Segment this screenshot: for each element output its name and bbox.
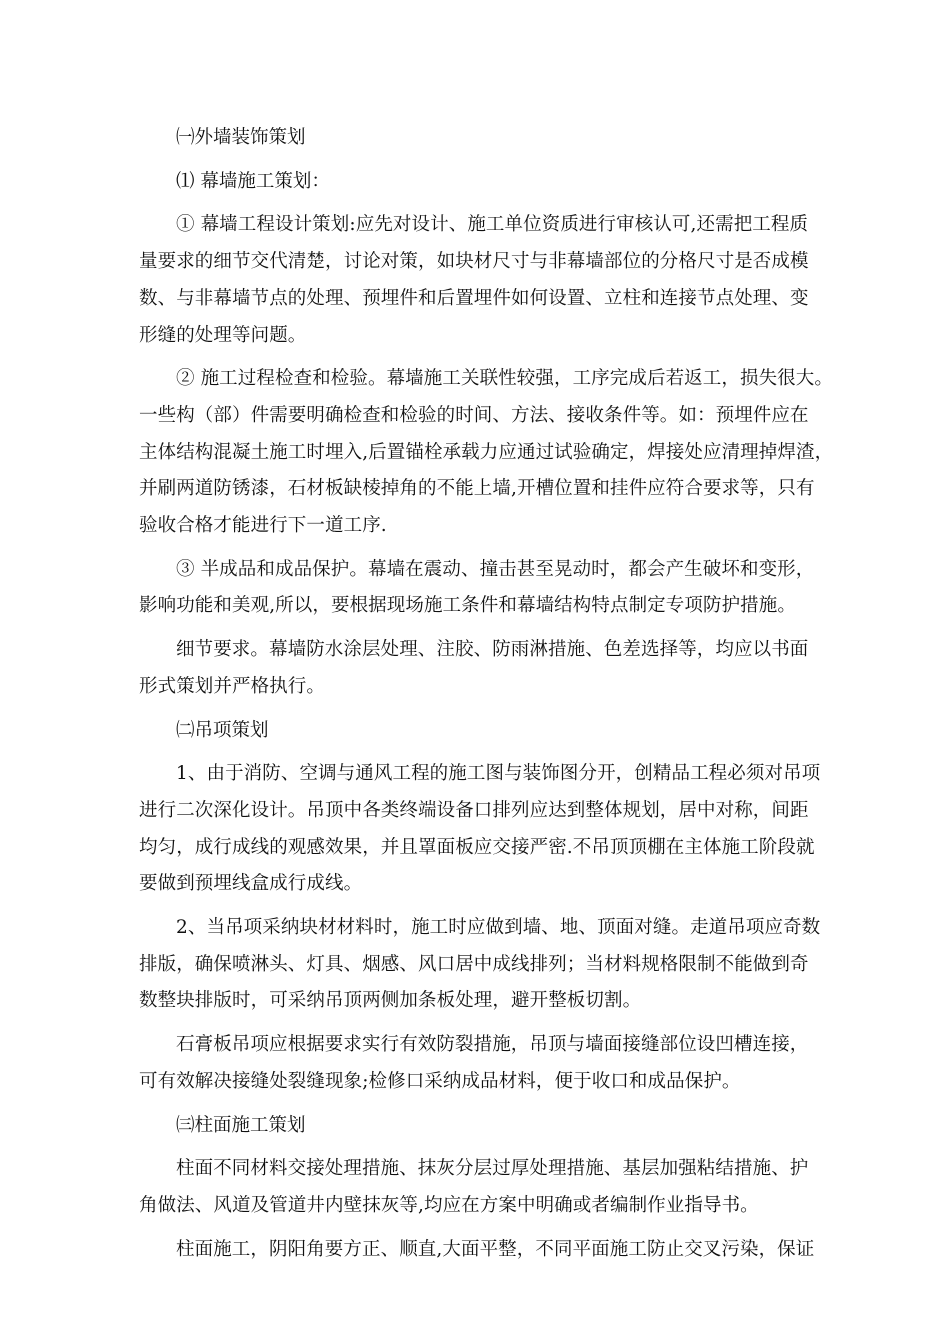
text-line: ㈢柱面施工策划	[176, 1114, 306, 1136]
section-heading	[139, 1108, 839, 1145]
text-line: ② 施工过程检查和检验。幕墙施工关联性较强，工序完成后若返工，损失很大。	[176, 368, 833, 390]
text-line: 形缝的处理等问题。	[139, 324, 307, 346]
text-line: 1、由于消防、空调与通风工程的施工图与装饰图分开，创精品工程必须对吊项	[176, 763, 821, 785]
paragraph	[139, 207, 839, 354]
text-line: 数整块排版时，可采纳吊顶两侧加条板处理，避开整板切割。	[139, 990, 642, 1012]
paragraph	[139, 756, 839, 903]
text-line: ㈡吊项策划	[176, 719, 269, 741]
text-line: 量要求的细节交代清楚，讨论对策，如块材尺寸与非幕墙部位的分格尺寸是否成模	[139, 251, 809, 273]
document-body	[139, 120, 839, 1275]
paragraph	[139, 1027, 839, 1100]
text-line: 细节要求。幕墙防水涂层处理、注胶、防雨淋措施、色差选择等，均应以书面	[176, 639, 809, 661]
paragraph	[139, 1232, 839, 1269]
text-line: ⑴ 幕墙施工策划：	[176, 170, 330, 192]
text-line: 验收合格才能进行下一道工序.	[139, 515, 387, 537]
text-line: 柱面施工，阴阳角要方正、顺直,大面平整，不同平面施工防止交叉污染，保证	[176, 1238, 815, 1260]
text-line: 可有效解决接缝处裂缝现象;检修口采纳成品材料，便于收口和成品保护。	[139, 1070, 741, 1092]
section-heading	[139, 164, 839, 201]
text-line: 影响功能和美观,所以，要根据现场施工条件和幕墙结构特点制定专项防护措施。	[139, 595, 796, 617]
text-line: 柱面不同材料交接处理措施、抹灰分层过厚处理措施、基层加强粘结措施、护	[176, 1158, 809, 1180]
text-line: 数、与非幕墙节点的处理、预埋件和后置埋件如何设置、立柱和连接节点处理、变	[139, 287, 809, 309]
text-line: ① 幕墙工程设计策划:应先对设计、施工单位资质进行审核认可,还需把工程质	[176, 214, 809, 236]
text-line: ③ 半成品和成品保护。幕墙在震动、撞击甚至晃动时，都会产生破坏和变形，	[176, 558, 815, 580]
paragraph	[139, 1151, 839, 1224]
text-line: ㈠外墙装饰策划	[176, 127, 306, 148]
paragraph	[139, 632, 839, 705]
section-heading	[139, 120, 839, 157]
text-line: 并刷两道防锈漆，石材板缺棱掉角的不能上墙,开槽位置和挂件应符合要求等，只有	[139, 478, 815, 500]
text-line: 石膏板吊项应根据要求实行有效防裂措施，吊顶与墙面接缝部位设凹槽连接，	[176, 1034, 809, 1056]
paragraph	[139, 910, 839, 1020]
text-line: 进行二次深化设计。吊顶中各类终端设备口排列应达到整体规划，居中对称，间距	[139, 799, 809, 821]
paragraph	[139, 552, 839, 625]
text-line: 形式策划并严格执行。	[139, 675, 326, 697]
section-heading	[139, 713, 839, 750]
text-line: 2、当吊项采纳块材材料时，施工时应做到墙、地、顶面对缝。走道吊项应奇数	[176, 917, 821, 939]
text-line: 要做到预埋线盒成行成线。	[139, 873, 363, 895]
paragraph	[139, 361, 839, 545]
text-line: 角做法、风道及管道井内壁抹灰等,均应在方案中明确或者编制作业指导书。	[139, 1194, 759, 1216]
text-line: 主体结构混凝土施工时埋入,后置锚栓承载力应通过试验确定，焊接处应清理掉焊渣，	[139, 441, 834, 463]
text-line: 均匀，成行成线的观感效果，并且罩面板应交接严密.不吊顶顶棚在主体施工阶段就	[139, 836, 815, 858]
text-line: 排版，确保喷淋头、灯具、烟感、风口居中成线排列；当材料规格限制不能做到奇	[139, 953, 809, 975]
text-line: 一些构（部）件需要明确检查和检验的时间、方法、接收条件等。如：预埋件应在	[139, 404, 809, 426]
